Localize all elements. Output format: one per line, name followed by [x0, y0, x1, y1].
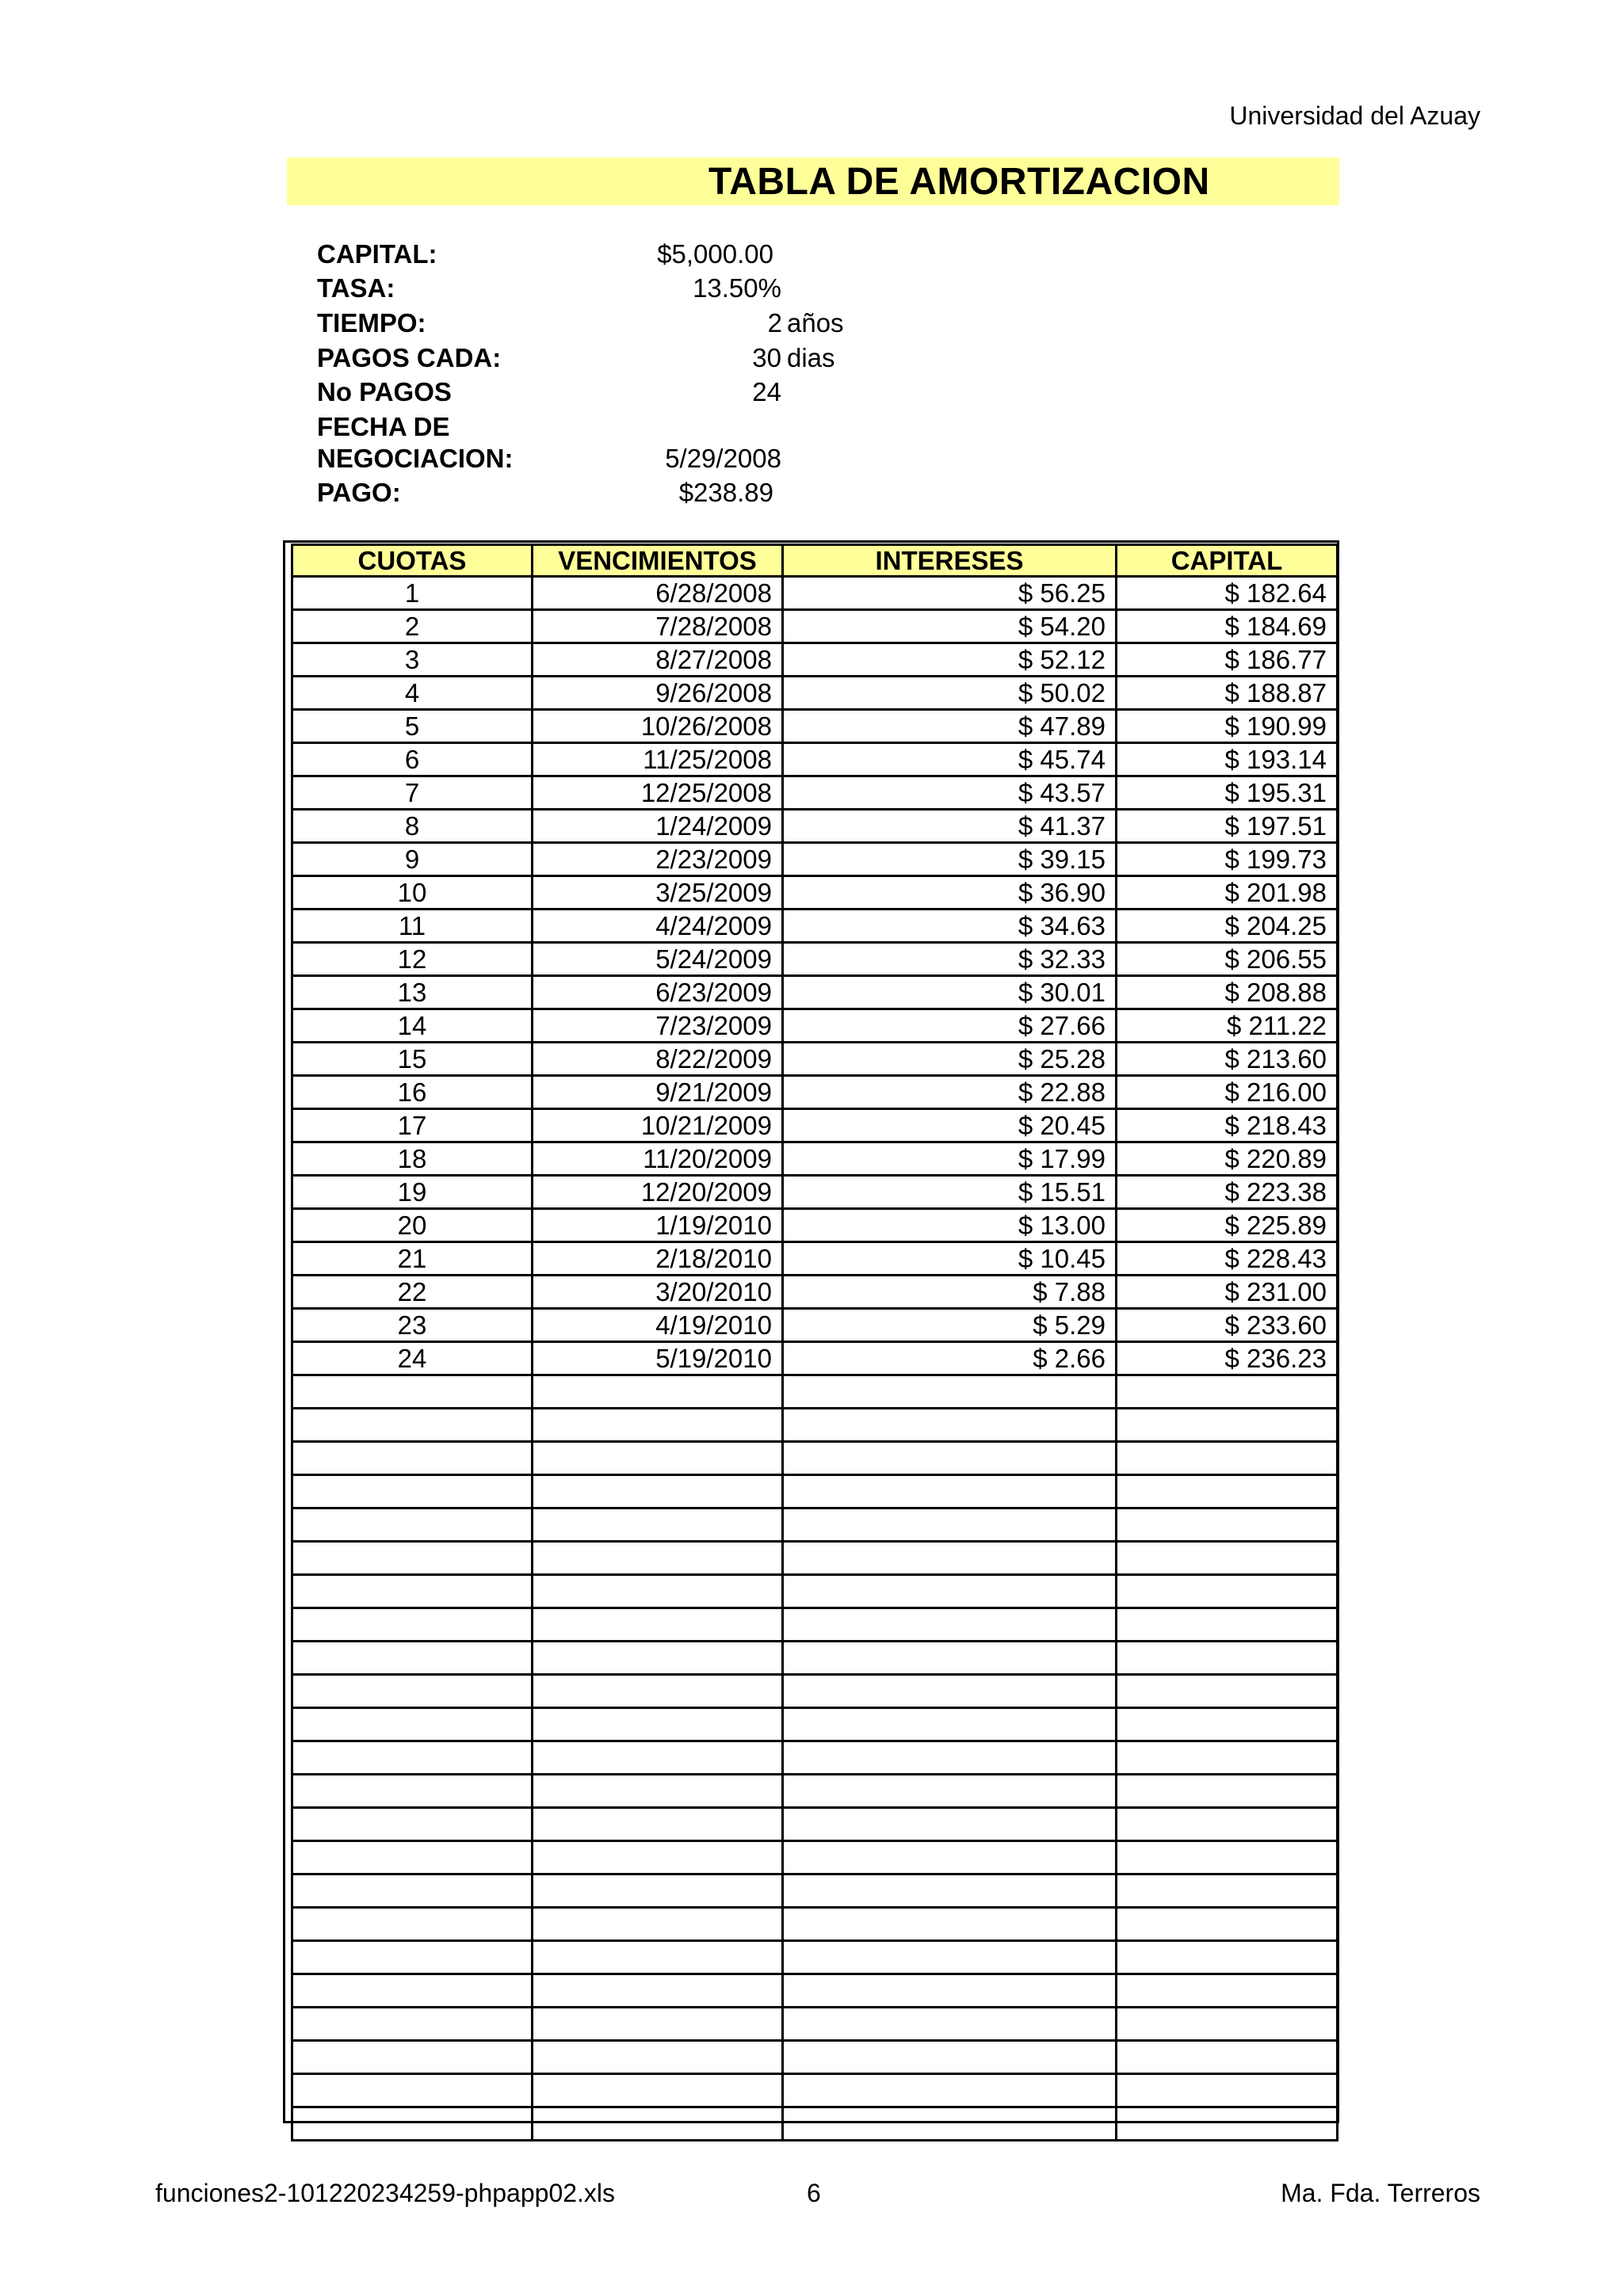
page-title: TABLA DE AMORTIZACION: [708, 161, 1210, 203]
cell-interes: $ 32.33: [783, 943, 1117, 976]
cell-cuota: 15: [292, 1043, 533, 1076]
table-row: [292, 1142, 1338, 1176]
empty-cell: [292, 1508, 533, 1542]
cell-capital: $ 206.55: [1117, 943, 1338, 976]
empty-table-row: [292, 1375, 1338, 1409]
cell-cuota: 20: [292, 1209, 533, 1242]
cell-vencimiento: 10/26/2008: [533, 710, 783, 743]
cell-capital: $ 225.89: [1117, 1209, 1338, 1242]
empty-cell: [533, 2041, 783, 2074]
cell-vencimiento: 5/24/2009: [533, 943, 783, 976]
empty-cell: [533, 1908, 783, 1941]
cell-interes: $ 7.88: [783, 1276, 1117, 1309]
table-row: [292, 643, 1338, 677]
cell-vencimiento: 6/28/2008: [533, 577, 783, 610]
empty-table-row: [292, 1508, 1338, 1542]
capital-label: CAPITAL:: [317, 239, 437, 269]
fecha-label-line1: FECHA DE: [317, 412, 450, 441]
cell-cuota: 13: [292, 976, 533, 1009]
empty-cell: [1117, 1941, 1338, 1974]
cell-interes: $ 10.45: [783, 1242, 1117, 1276]
cell-vencimiento: 11/20/2009: [533, 1142, 783, 1176]
cell-cuota: 14: [292, 1009, 533, 1043]
empty-cell: [783, 1542, 1117, 1575]
cell-cuota: 23: [292, 1309, 533, 1342]
empty-cell: [533, 1708, 783, 1741]
cell-capital: $ 195.31: [1117, 776, 1338, 810]
tiempo-label: TIEMPO:: [317, 308, 426, 338]
empty-cell: [783, 1675, 1117, 1708]
cell-interes: $ 25.28: [783, 1043, 1117, 1076]
empty-cell: [1117, 1741, 1338, 1775]
cell-interes: $ 56.25: [783, 577, 1117, 610]
empty-cell: [292, 1775, 533, 1808]
empty-cell: [783, 1608, 1117, 1642]
empty-cell: [292, 1642, 533, 1675]
empty-cell: [533, 1409, 783, 1442]
footer-filename: funciones2-101220234259-phpapp02.xls: [155, 2179, 616, 2207]
empty-cell: [783, 1775, 1117, 1808]
empty-cell: [533, 1775, 783, 1808]
table-row: [292, 876, 1338, 910]
empty-cell: [783, 1741, 1117, 1775]
footer-page-number: 6: [807, 2179, 821, 2207]
empty-cell: [533, 1508, 783, 1542]
empty-cell: [1117, 2041, 1338, 2074]
cell-cuota: 2: [292, 610, 533, 643]
table-row: [292, 1109, 1338, 1142]
empty-cell: [1117, 1442, 1338, 1475]
empty-cell: [292, 1741, 533, 1775]
empty-cell: [292, 2008, 533, 2041]
empty-cell: [292, 1875, 533, 1908]
empty-cell: [1117, 1642, 1338, 1675]
table-row: [292, 1009, 1338, 1043]
cell-capital: $ 199.73: [1117, 843, 1338, 876]
cell-capital: $ 223.38: [1117, 1176, 1338, 1209]
cell-capital: $ 208.88: [1117, 976, 1338, 1009]
empty-table-row: [292, 1475, 1338, 1508]
empty-cell: [783, 1908, 1117, 1941]
cell-interes: $ 41.37: [783, 810, 1117, 843]
cell-interes: $ 13.00: [783, 1209, 1117, 1242]
pagos-cada-unit: dias: [787, 343, 835, 372]
table-header-row: [292, 545, 1338, 577]
table-row: [292, 743, 1338, 776]
empty-cell: [533, 1974, 783, 2008]
empty-cell: [1117, 2008, 1338, 2041]
cell-interes: $ 30.01: [783, 976, 1117, 1009]
cell-vencimiento: 10/21/2009: [533, 1109, 783, 1142]
cell-interes: $ 36.90: [783, 876, 1117, 910]
table-row: [292, 1342, 1338, 1375]
empty-cell: [1117, 2107, 1338, 2141]
table-row: [292, 710, 1338, 743]
empty-cell: [1117, 1575, 1338, 1608]
empty-cell: [533, 1808, 783, 1841]
empty-cell: [1117, 1841, 1338, 1875]
cell-vencimiento: 12/20/2009: [533, 1176, 783, 1209]
cell-interes: $ 2.66: [783, 1342, 1117, 1375]
cell-capital: $ 197.51: [1117, 810, 1338, 843]
cell-cuota: 16: [292, 1076, 533, 1109]
cell-capital: $ 213.60: [1117, 1043, 1338, 1076]
cell-vencimiento: 1/19/2010: [533, 1209, 783, 1242]
tiempo-unit: años: [787, 308, 844, 338]
empty-cell: [1117, 1475, 1338, 1508]
empty-cell: [783, 2074, 1117, 2107]
empty-cell: [783, 2041, 1117, 2074]
cell-cuota: 8: [292, 810, 533, 843]
empty-cell: [292, 1941, 533, 1974]
empty-cell: [783, 1974, 1117, 2008]
empty-cell: [1117, 1875, 1338, 1908]
empty-cell: [1117, 1808, 1338, 1841]
table-body: [292, 577, 1338, 2141]
empty-table-row: [292, 1442, 1338, 1475]
table-row: [292, 1276, 1338, 1309]
no-pagos-label: No PAGOS: [317, 377, 452, 406]
cell-interes: $ 22.88: [783, 1076, 1117, 1109]
cell-interes: $ 34.63: [783, 910, 1117, 943]
cell-cuota: 18: [292, 1142, 533, 1176]
table-row: [292, 1176, 1338, 1209]
empty-cell: [292, 1575, 533, 1608]
empty-table-row: [292, 1575, 1338, 1608]
empty-cell: [292, 2041, 533, 2074]
table-row: [292, 976, 1338, 1009]
cell-cuota: 9: [292, 843, 533, 876]
empty-table-row: [292, 1875, 1338, 1908]
empty-cell: [783, 1841, 1117, 1875]
empty-table-row: [292, 1542, 1338, 1575]
empty-cell: [783, 1475, 1117, 1508]
empty-cell: [292, 1908, 533, 1941]
table-row: [292, 677, 1338, 710]
cell-capital: $ 216.00: [1117, 1076, 1338, 1109]
cell-capital: $ 218.43: [1117, 1109, 1338, 1142]
no-pagos-value: 24: [752, 377, 781, 406]
header-intereses: INTERESES: [783, 545, 1117, 577]
empty-cell: [1117, 1675, 1338, 1708]
empty-cell: [533, 1375, 783, 1409]
empty-cell: [783, 1442, 1117, 1475]
cell-vencimiento: 3/20/2010: [533, 1276, 783, 1309]
pagos-cada-label: PAGOS CADA:: [317, 343, 502, 372]
empty-cell: [292, 2074, 533, 2107]
cell-capital: $ 201.98: [1117, 876, 1338, 910]
fecha-label-line2: NEGOCIACION:: [317, 444, 514, 473]
empty-cell: [292, 1708, 533, 1741]
table-row: [292, 1209, 1338, 1242]
cell-vencimiento: 7/28/2008: [533, 610, 783, 643]
cell-cuota: 24: [292, 1342, 533, 1375]
empty-cell: [533, 2107, 783, 2141]
cell-vencimiento: 8/22/2009: [533, 1043, 783, 1076]
table-row: [292, 910, 1338, 943]
cell-interes: $ 39.15: [783, 843, 1117, 876]
cell-vencimiento: 4/24/2009: [533, 910, 783, 943]
empty-table-row: [292, 1941, 1338, 1974]
empty-cell: [292, 1608, 533, 1642]
empty-cell: [1117, 1508, 1338, 1542]
empty-table-row: [292, 1608, 1338, 1642]
table-row: [292, 776, 1338, 810]
empty-cell: [292, 1808, 533, 1841]
cell-cuota: 21: [292, 1242, 533, 1276]
table-row: [292, 577, 1338, 610]
empty-table-row: [292, 1741, 1338, 1775]
empty-cell: [783, 1375, 1117, 1409]
empty-cell: [533, 1442, 783, 1475]
cell-vencimiento: 3/25/2009: [533, 876, 783, 910]
cell-interes: $ 54.20: [783, 610, 1117, 643]
empty-cell: [533, 1542, 783, 1575]
header-vencimientos: VENCIMIENTOS: [533, 545, 783, 577]
title-bar: [287, 158, 1339, 205]
empty-cell: [292, 1375, 533, 1409]
empty-cell: [783, 2008, 1117, 2041]
cell-capital: $ 233.60: [1117, 1309, 1338, 1342]
cell-capital: $ 186.77: [1117, 643, 1338, 677]
empty-table-row: [292, 1974, 1338, 2008]
cell-capital: $ 228.43: [1117, 1242, 1338, 1276]
empty-table-row: [292, 2074, 1338, 2107]
tiempo-value: 2: [767, 308, 782, 338]
institution-name: Universidad del Azuay: [1229, 101, 1480, 130]
cell-interes: $ 52.12: [783, 643, 1117, 677]
empty-table-row: [292, 1908, 1338, 1941]
table-row: [292, 1242, 1338, 1276]
tasa-label: TASA:: [317, 273, 395, 303]
pago-value: $238.89: [678, 478, 773, 507]
cell-vencimiento: 5/19/2010: [533, 1342, 783, 1375]
cell-interes: $ 15.51: [783, 1176, 1117, 1209]
cell-cuota: 17: [292, 1109, 533, 1142]
empty-table-row: [292, 1675, 1338, 1708]
cell-cuota: 11: [292, 910, 533, 943]
empty-cell: [533, 1475, 783, 1508]
empty-cell: [292, 1442, 533, 1475]
cell-interes: $ 50.02: [783, 677, 1117, 710]
empty-cell: [1117, 1375, 1338, 1409]
footer-author: Ma. Fda. Terreros: [1281, 2179, 1480, 2207]
empty-cell: [292, 1409, 533, 1442]
table-row: [292, 1309, 1338, 1342]
cell-cuota: 5: [292, 710, 533, 743]
empty-cell: [533, 1741, 783, 1775]
empty-cell: [292, 1841, 533, 1875]
cell-capital: $ 204.25: [1117, 910, 1338, 943]
cell-cuota: 10: [292, 876, 533, 910]
empty-cell: [783, 1875, 1117, 1908]
cell-capital: $ 184.69: [1117, 610, 1338, 643]
cell-interes: $ 17.99: [783, 1142, 1117, 1176]
cell-capital: $ 188.87: [1117, 677, 1338, 710]
empty-cell: [533, 1575, 783, 1608]
cell-cuota: 12: [292, 943, 533, 976]
empty-cell: [783, 1941, 1117, 1974]
cell-capital: $ 211.22: [1117, 1009, 1338, 1043]
cell-vencimiento: 2/18/2010: [533, 1242, 783, 1276]
cell-vencimiento: 11/25/2008: [533, 743, 783, 776]
empty-cell: [533, 1941, 783, 1974]
amortization-table: [291, 543, 1338, 2142]
empty-cell: [783, 1808, 1117, 1841]
empty-cell: [1117, 1708, 1338, 1741]
empty-cell: [1117, 1908, 1338, 1941]
cell-capital: $ 220.89: [1117, 1142, 1338, 1176]
table-row: [292, 843, 1338, 876]
empty-cell: [783, 2107, 1117, 2141]
cell-capital: $ 182.64: [1117, 577, 1338, 610]
cell-vencimiento: 8/27/2008: [533, 643, 783, 677]
empty-cell: [533, 1642, 783, 1675]
cell-interes: $ 43.57: [783, 776, 1117, 810]
table-row: [292, 810, 1338, 843]
empty-table-row: [292, 1808, 1338, 1841]
empty-cell: [533, 1608, 783, 1642]
empty-cell: [292, 1675, 533, 1708]
empty-cell: [533, 1875, 783, 1908]
tasa-value: 13.50%: [693, 273, 781, 303]
empty-cell: [783, 1409, 1117, 1442]
cell-interes: $ 27.66: [783, 1009, 1117, 1043]
empty-table-row: [292, 2041, 1338, 2074]
empty-cell: [533, 1675, 783, 1708]
empty-table-row: [292, 2107, 1338, 2141]
empty-cell: [533, 1841, 783, 1875]
empty-table-row: [292, 1841, 1338, 1875]
cell-cuota: 6: [292, 743, 533, 776]
empty-cell: [1117, 1775, 1338, 1808]
empty-table-row: [292, 2008, 1338, 2041]
cell-interes: $ 45.74: [783, 743, 1117, 776]
cell-cuota: 1: [292, 577, 533, 610]
cell-cuota: 7: [292, 776, 533, 810]
empty-cell: [783, 1575, 1117, 1608]
empty-cell: [1117, 1542, 1338, 1575]
cell-vencimiento: 9/26/2008: [533, 677, 783, 710]
header-capital: CAPITAL: [1117, 545, 1338, 577]
cell-cuota: 3: [292, 643, 533, 677]
cell-interes: $ 20.45: [783, 1109, 1117, 1142]
empty-table-row: [292, 1642, 1338, 1675]
empty-cell: [1117, 1974, 1338, 2008]
cell-cuota: 19: [292, 1176, 533, 1209]
cell-vencimiento: 1/24/2009: [533, 810, 783, 843]
cell-vencimiento: 2/23/2009: [533, 843, 783, 876]
cell-cuota: 4: [292, 677, 533, 710]
capital-value: $5,000.00: [657, 239, 773, 269]
cell-capital: $ 190.99: [1117, 710, 1338, 743]
table-row: [292, 610, 1338, 643]
cell-vencimiento: 4/19/2010: [533, 1309, 783, 1342]
cell-vencimiento: 9/21/2009: [533, 1076, 783, 1109]
empty-cell: [783, 1642, 1117, 1675]
empty-cell: [533, 2008, 783, 2041]
cell-interes: $ 47.89: [783, 710, 1117, 743]
cell-capital: $ 231.00: [1117, 1276, 1338, 1309]
pagos-cada-value: 30: [752, 343, 781, 372]
cell-capital: $ 193.14: [1117, 743, 1338, 776]
empty-cell: [1117, 1409, 1338, 1442]
cell-vencimiento: 6/23/2009: [533, 976, 783, 1009]
empty-table-row: [292, 1708, 1338, 1741]
cell-vencimiento: 12/25/2008: [533, 776, 783, 810]
cell-capital: $ 236.23: [1117, 1342, 1338, 1375]
cell-cuota: 22: [292, 1276, 533, 1309]
empty-cell: [533, 2074, 783, 2107]
empty-cell: [783, 1708, 1117, 1741]
empty-cell: [292, 2107, 533, 2141]
empty-cell: [1117, 1608, 1338, 1642]
fecha-value: 5/29/2008: [665, 444, 781, 473]
cell-interes: $ 5.29: [783, 1309, 1117, 1342]
empty-table-row: [292, 1775, 1338, 1808]
empty-cell: [1117, 2074, 1338, 2107]
empty-cell: [292, 1542, 533, 1575]
table-row: [292, 943, 1338, 976]
empty-cell: [292, 1974, 533, 2008]
empty-cell: [292, 1475, 533, 1508]
table-row: [292, 1076, 1338, 1109]
header-cuotas: CUOTAS: [292, 545, 533, 577]
pago-label: PAGO:: [317, 478, 401, 507]
table-row: [292, 1043, 1338, 1076]
cell-vencimiento: 7/23/2009: [533, 1009, 783, 1043]
empty-cell: [783, 1508, 1117, 1542]
empty-table-row: [292, 1409, 1338, 1442]
